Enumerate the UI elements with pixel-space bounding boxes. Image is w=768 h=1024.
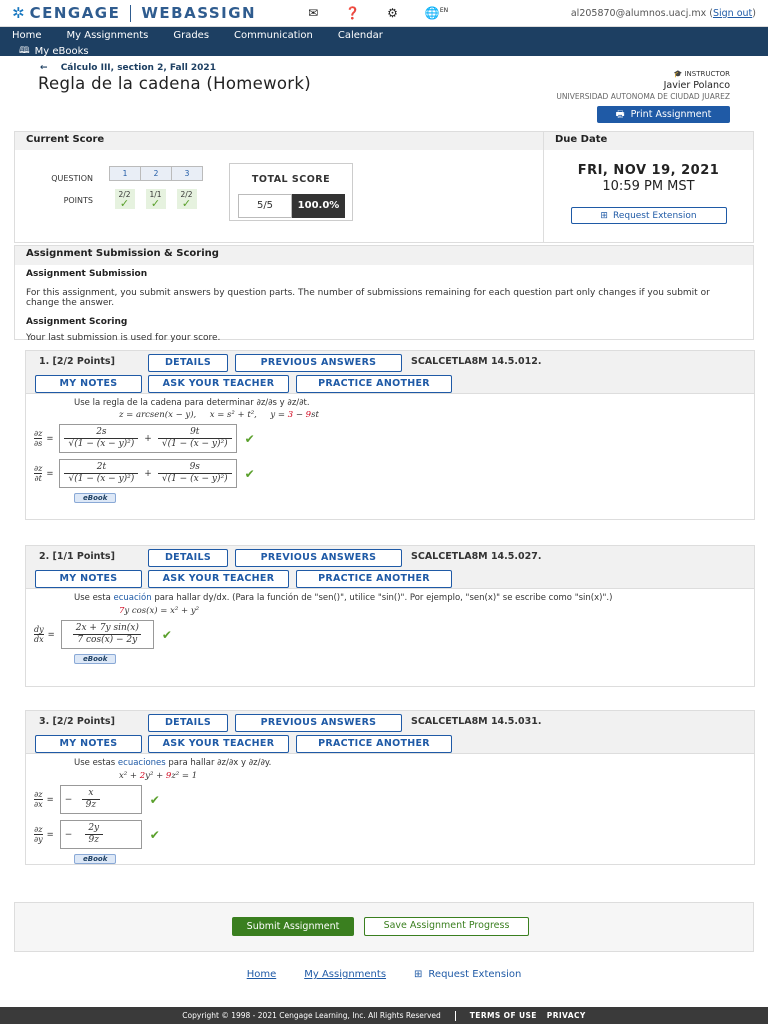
submit-assignment-button[interactable]: Submit Assignment — [232, 917, 354, 936]
user-info: al205870@alumnos.uacj.mx (Sign out) — [570, 7, 756, 19]
practice-another-button[interactable]: PRACTICE ANOTHER — [296, 570, 452, 588]
question-3-given: x² + 2y² + 9z² = 1 — [119, 771, 198, 781]
correct-check-icon: ✔ — [161, 627, 172, 642]
previous-answers-button[interactable]: PREVIOUS ANSWERS — [235, 354, 402, 372]
nav-calendar[interactable]: Calendar — [337, 30, 383, 41]
question-1-code: SCALCETLA8M 14.5.012. — [411, 356, 542, 367]
numerator: 2t — [96, 462, 107, 472]
dz-dt-label: $\frac{\partial z}{\partial t}$ — [34, 464, 43, 483]
correct-check-icon: ✔ — [149, 792, 160, 807]
language-code: EN — [439, 7, 449, 14]
check-icon: ✓ — [119, 197, 130, 210]
submit-panel — [14, 902, 754, 952]
dz-ds-label: $\frac{\partial z}{\partial s}$ — [34, 429, 43, 448]
numerator: 2y — [88, 823, 100, 833]
footer-links — [0, 969, 768, 980]
user-email: al205870@alumnos.uacj.mx — [570, 7, 707, 19]
instructor-info — [556, 69, 730, 102]
answer-box[interactable]: $\frac{2t}{\text{√(1 − (x − y)²)}}$ + $\frac{9s}{\text{√(1 − (x − y)²)}}$ — [59, 459, 236, 488]
my-notes-button[interactable]: MY NOTES — [35, 735, 142, 753]
prompt-text: para hallar dy/dx. (Para la función de "sen()", utilice "sin()". Por ejemplo, "sen(x)" se escribe como "sin(x)".) — [154, 593, 613, 603]
nav-my-ebooks[interactable] — [12, 43, 756, 59]
footer-home-link[interactable]: Home — [246, 969, 277, 980]
due-date-heading: Due Date — [544, 132, 753, 150]
scoring-text: Your last submission is used for your score. — [26, 333, 221, 343]
question-3-points: 2/2 — [180, 190, 193, 199]
question-score-grid — [109, 166, 202, 209]
answer-row-dz-dx: $\frac{\partial z}{\partial x}$ = − $\frac{x}{9z}$ ✔ — [34, 785, 754, 814]
cengage-logo-icon: ✲ — [12, 4, 25, 22]
due-time-value: 10:59 PM MST — [602, 179, 695, 194]
question-2-given: 7y cos(x) = x² + y² — [119, 606, 200, 616]
denominator: √(1 − (x − y)²) — [158, 473, 232, 485]
printer-icon: 🖶 — [615, 108, 625, 120]
points-row-label: POINTS — [63, 196, 93, 205]
details-button[interactable]: DETAILS — [148, 714, 228, 732]
question-1-link[interactable]: 1 — [109, 166, 141, 181]
question-2-code: SCALCETLA8M 14.5.027. — [411, 551, 542, 562]
breadcrumb-course: Cálculo III, section 2, Fall 2021 — [60, 63, 216, 73]
denominator: √(1 − (x − y)²) — [64, 473, 138, 485]
question-3-prompt — [74, 758, 754, 768]
main-nav — [0, 27, 768, 56]
answer-box[interactable]: − $\frac{x}{9z}$ — [60, 785, 142, 814]
save-progress-button[interactable]: Save Assignment Progress — [364, 917, 529, 936]
ebook-button[interactable]: eBook — [74, 493, 116, 503]
instructor-name: Javier Polanco — [663, 80, 730, 91]
ebook-button[interactable]: eBook — [74, 654, 116, 664]
instructor-label: INSTRUCTOR — [684, 70, 730, 78]
logo-divider — [130, 5, 131, 22]
footer-divider — [455, 1011, 456, 1021]
nav-my-ebooks-label: My eBooks — [34, 45, 89, 57]
submission-scoring-panel — [14, 245, 754, 343]
question-block-3 — [25, 710, 755, 865]
details-button[interactable]: DETAILS — [148, 354, 228, 372]
question-3-link[interactable]: 3 — [171, 166, 203, 181]
numerator: 9t — [190, 427, 200, 437]
previous-answers-button[interactable]: PREVIOUS ANSWERS — [235, 714, 402, 732]
settings-gear-icon[interactable]: ⚙ — [387, 6, 398, 20]
product-name: WEBASSIGN — [141, 4, 257, 22]
check-icon: ✓ — [150, 197, 161, 210]
question-2-link[interactable]: 2 — [140, 166, 172, 181]
submission-subheading: Assignment Submission — [26, 269, 148, 279]
submission-scoring-heading: Assignment Submission & Scoring — [15, 246, 753, 265]
question-block-1 — [25, 350, 755, 520]
ask-teacher-button[interactable]: ASK YOUR TEACHER — [148, 735, 289, 753]
denominator: 9z — [85, 834, 103, 846]
help-icon[interactable]: ❓ — [345, 6, 361, 20]
question-2-points: 1/1 — [149, 190, 162, 199]
prompt-text: para hallar ∂z/∂x y ∂z/∂y. — [168, 758, 272, 768]
prompt-text: Use esta — [74, 593, 111, 603]
current-score-heading: Current Score — [15, 132, 543, 150]
total-score-label: TOTAL SCORE — [251, 174, 331, 185]
total-score-box — [229, 163, 353, 221]
denominator: 9z — [82, 799, 100, 811]
question-1-points: 2/2 — [118, 190, 131, 199]
copyright-text: Copyright © 1998 - 2021 Cengage Learning, Inc. All Rights Reserved — [182, 1011, 441, 1020]
details-button[interactable]: DETAILS — [148, 549, 228, 567]
question-3-title: 3. [2/2 Points] — [39, 716, 115, 727]
nav-home[interactable]: Home — [12, 30, 42, 41]
terms-of-use-link[interactable]: TERMS OF USE — [469, 1011, 537, 1020]
my-notes-button[interactable]: MY NOTES — [35, 570, 142, 588]
prompt-text: Use estas — [74, 758, 116, 768]
correct-check-icon: ✔ — [244, 466, 255, 481]
language-selector[interactable] — [425, 6, 448, 20]
answer-box[interactable] — [61, 620, 154, 649]
ebook-icon: 🕮 — [19, 46, 30, 56]
previous-answers-button[interactable]: PREVIOUS ANSWERS — [235, 549, 402, 567]
numerator: 9s — [189, 462, 200, 472]
answer-box[interactable]: − $\frac{2y}{9z}$ — [60, 820, 142, 849]
print-assignment-button[interactable] — [597, 106, 730, 123]
footer-request-extension-label: Request Extension — [428, 969, 522, 980]
scoring-subheading: Assignment Scoring — [26, 316, 128, 327]
footer-my-assignments-link[interactable]: My Assignments — [304, 969, 387, 980]
privacy-link[interactable]: PRIVACY — [546, 1011, 586, 1020]
dz-dy-label: $\frac{\partial z}{\partial y}$ — [34, 825, 43, 844]
question-1-given: z = arcsen(x − y), x = s² + t², y = 3 − 9st — [119, 410, 319, 420]
globe-icon: 🌐 — [424, 6, 440, 20]
equation-link[interactable]: ecuación — [113, 593, 152, 603]
total-score-fraction: 5/5 — [238, 194, 292, 218]
question-row-label: QUESTION — [51, 174, 93, 183]
due-date-value: FRI, NOV 19, 2021 — [577, 163, 720, 178]
nav-communication[interactable]: Communication — [234, 30, 313, 41]
footer-request-extension-link[interactable] — [414, 969, 521, 980]
question-3-code: SCALCETLA8M 14.5.031. — [411, 716, 542, 727]
answer-row-dz-ds: $\frac{\partial z}{\partial s}$ = $\frac{2s}{\text{√(1 − (x − y)²)}}$ + $\frac{9t}{\text{√(1 − (x − y)²)}}$ ✔ — [34, 424, 754, 453]
nav-grades[interactable]: Grades — [173, 30, 210, 41]
dy-dx-label: $\frac{dy}{dx}$ — [34, 625, 44, 644]
denominator: √(1 − (x − y)²) — [64, 438, 138, 450]
question-block-2 — [25, 545, 755, 687]
question-2-title: 2. [1/1 Points] — [39, 551, 115, 562]
answer-row-dz-dt: $\frac{\partial z}{\partial t}$ = $\frac{2t}{\text{√(1 − (x − y)²)}}$ + $\frac{9s}{\text{√(1 − (x − y)²)}}$ ✔ — [34, 459, 754, 488]
question-1-title: 1. [2/2 Points] — [39, 356, 115, 367]
graduation-cap-icon: 🎓 — [673, 70, 683, 78]
university-name: UNIVERSIDAD AUTONOMA DE CIUDAD JUAREZ — [556, 92, 730, 101]
question-2-prompt — [74, 593, 714, 603]
page-footer — [0, 1007, 768, 1024]
correct-check-icon: ✔ — [149, 827, 160, 842]
calendar-plus-icon: ⊞ — [600, 210, 608, 221]
total-score-percent: 100.0% — [292, 194, 345, 218]
correct-check-icon: ✔ — [244, 431, 255, 446]
nav-my-assignments[interactable]: My Assignments — [66, 30, 149, 41]
messages-icon[interactable]: ✉ — [308, 6, 319, 20]
brand-name: CENGAGE — [29, 4, 121, 22]
due-date-panel — [544, 131, 754, 243]
answer-row-dy-dx: $\frac{dy}{dx}$ = $\frac{\text{2x + 7y sin(x)}}{7 \cos(x) - 2y}$ ✔ — [34, 620, 714, 649]
page-title: Regla de la cadena (Homework) — [38, 74, 311, 93]
calendar-plus-icon: ⊞ — [414, 969, 423, 980]
request-extension-label: Request Extension — [612, 210, 697, 221]
ask-teacher-button[interactable]: ASK YOUR TEACHER — [148, 375, 289, 393]
ask-teacher-button[interactable]: ASK YOUR TEACHER — [148, 570, 289, 588]
denominator: 7 cos(x) − 2y — [73, 634, 141, 646]
check-icon: ✓ — [181, 197, 192, 210]
numerator: x — [88, 788, 94, 798]
answer-row-dz-dy: $\frac{\partial z}{\partial y}$ = − $\frac{2y}{9z}$ ✔ — [34, 820, 754, 849]
request-extension-button[interactable] — [571, 207, 727, 224]
practice-another-button[interactable]: PRACTICE ANOTHER — [296, 375, 452, 393]
cengage-logo[interactable] — [12, 4, 256, 22]
numerator: 2s — [96, 427, 107, 437]
ebook-button[interactable]: eBook — [74, 854, 116, 864]
equations-link[interactable]: ecuaciones — [117, 758, 166, 768]
top-bar — [0, 0, 768, 27]
back-arrow-icon: ← — [40, 63, 48, 73]
my-notes-button[interactable]: MY NOTES — [35, 375, 142, 393]
submission-text: For this assignment, you submit answers by question parts. The number of submissions remaining for each question part only changes if you submit or change the answer. — [26, 287, 710, 308]
print-assignment-label: Print Assignment — [630, 109, 712, 120]
numerator: 2x + 7y sin(x) — [75, 623, 139, 633]
answer-box[interactable]: $\frac{2s}{\text{√(1 − (x − y)²)}}$ + $\frac{9t}{\text{√(1 − (x − y)²)}}$ — [59, 424, 236, 453]
breadcrumb[interactable] — [40, 63, 216, 73]
denominator: √(1 − (x − y)²) — [158, 438, 232, 450]
current-score-panel — [14, 131, 544, 243]
dz-dx-label: $\frac{\partial z}{\partial x}$ — [34, 790, 43, 809]
question-1-prompt: Use la regla de la cadena para determinar ∂z/∂s y ∂z/∂t. — [74, 398, 310, 408]
sign-out-link[interactable]: Sign out — [712, 7, 753, 19]
practice-another-button[interactable]: PRACTICE ANOTHER — [296, 735, 452, 753]
